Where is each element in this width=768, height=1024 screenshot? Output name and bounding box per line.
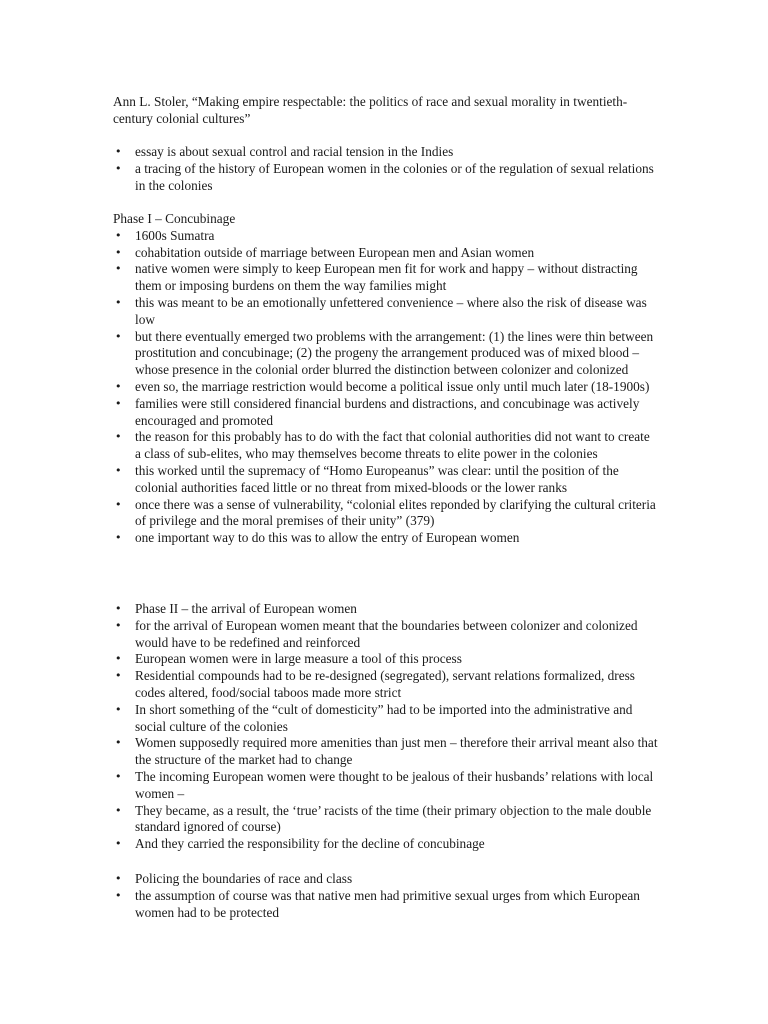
bullet-item: • Residential compounds had to be re-designed (segregated), servant relations formalized, dress codes altered, food/social taboos made more strict [113, 668, 658, 702]
bullet-item: • essay is about sexual control and racial tension in the Indies [113, 144, 658, 161]
bullet-item: • the assumption of course was that native men had primitive sexual urges from which European women had to be protected [113, 888, 658, 922]
bullet-item: • Phase II – the arrival of European women [113, 601, 658, 618]
policing-section [113, 871, 658, 921]
bullet-item: • cohabitation outside of marriage between European men and Asian women [113, 245, 658, 262]
bullet-item: • a tracing of the history of European women in the colonies or of the regulation of sexual relations in the colonies [113, 161, 658, 195]
policing-bullet-list [113, 871, 658, 921]
bullet-item: • In short something of the “cult of domesticity” had to be imported into the administrative and social culture of the colonies [113, 702, 658, 736]
bullet-item: • native women were simply to keep European men fit for work and happy – without distracting them or imposing burdens on them the way families might [113, 261, 658, 295]
citation-block [113, 94, 658, 128]
phase2-bullet-list [113, 601, 658, 853]
bullet-item: • one important way to do this was to allow the entry of European women [113, 530, 658, 547]
intro-bullet-list [113, 144, 658, 194]
phase1-bullet-list [113, 228, 658, 547]
bullet-item: • They became, as a result, the ‘true’ racists of the time (their primary objection to the male double standard ignored of course) [113, 803, 658, 837]
bullet-item: • for the arrival of European women meant that the boundaries between colonizer and colonized would have to be redefined and reinforced [113, 618, 658, 652]
bullet-item: • The incoming European women were thought to be jealous of their husbands’ relations with local women – [113, 769, 658, 803]
bullet-item: • European women were in large measure a tool of this process [113, 651, 658, 668]
bullet-item: • even so, the marriage restriction would become a political issue only until much later (18-1900s) [113, 379, 658, 396]
bullet-item: • once there was a sense of vulnerability, “colonial elites reponded by clarifying the cultural criteria of privilege and the moral premises of their unity” (379) [113, 497, 658, 531]
phase2-section [113, 601, 658, 853]
bullet-item: • families were still considered financial burdens and distractions, and concubinage was actively encouraged and promoted [113, 396, 658, 430]
bullet-item: • Policing the boundaries of race and class [113, 871, 658, 888]
bullet-item: • Women supposedly required more amenities than just men – therefore their arrival meant also that the structure of the market had to change [113, 735, 658, 769]
bullet-item: • this was meant to be an emotionally unfettered convenience – where also the risk of disease was low [113, 295, 658, 329]
phase1-section [113, 211, 658, 547]
bullet-item: • And they carried the responsibility for the decline of concubinage [113, 836, 658, 853]
bullet-item: • but there eventually emerged two problems with the arrangement: (1) the lines were thin between prostitution and concubinage; (2) the progeny the arrangement produced was of mixed blood – whose presence in the colonial order blurred the distinction between colonizer and colonized [113, 329, 658, 379]
intro-section [113, 144, 658, 194]
bullet-item: • the reason for this probably has to do with the fact that colonial authorities did not want to create a class of sub-elites, who may themselves become threats to elite power in the colonies [113, 429, 658, 463]
citation-text: Ann L. Stoler, “Making empire respectable: the politics of race and sexual morality in twentieth-century colonial cultures” [113, 94, 628, 126]
section-heading: Phase I – Concubinage [113, 211, 236, 226]
bullet-item: • this worked until the supremacy of “Homo Europeanus” was clear: until the position of the colonial authorities faced little or no threat from mixed-bloods or the lower ranks [113, 463, 658, 497]
bullet-item: • 1600s Sumatra [113, 228, 658, 245]
